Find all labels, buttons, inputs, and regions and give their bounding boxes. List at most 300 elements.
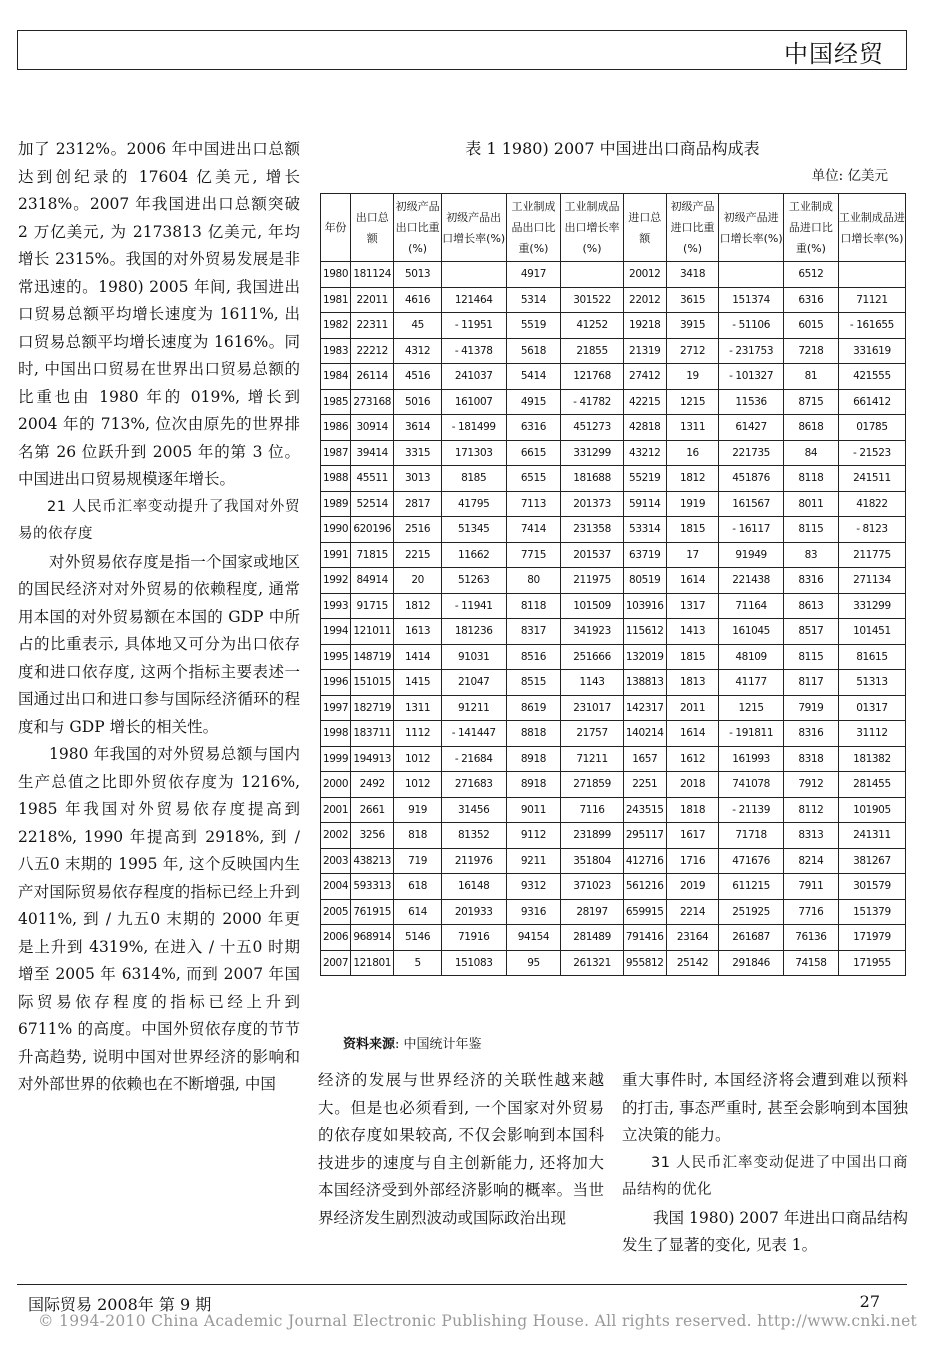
column-header: 初级产品出口比重(%): [394, 194, 442, 262]
column-header: 进口总额: [623, 194, 666, 262]
paragraph: 1980 年我国的对外贸易总额与国内生产总值之比即外贸依存度为 1216%, 1985 年我国对外贸易依存度提高到 2218%, 1990 年提高到 2918%, 到 / 八五0 末期的 1995 年, 这个反映国内生产对国际贸易依存程度的指标已经上升到 4011%, 到 / 九五0 末期的 2000 年更是上升到 4319%, 在进入 / 十五0 时期增至 2005 年 6314%, 而到 2007 年国际贸易依存程度的指标已经上升到 6711% 的高度。中国外贸依存度的节节升高趋势, 说明中国对世界经济的影响和对外部世界的依赖也在不断增强, 中国: [18, 745, 300, 1093]
table-cell: 2011: [666, 695, 718, 721]
journal-title: 中国经贸: [784, 40, 884, 68]
paragraph: 对外贸易依存度是指一个国家或地区的国民经济对对外贸易的依赖程度, 通常用本国的对外贸易额在本国的 GDP 中所占的比重表示, 具体地又可分为出口依存度和进口依存度, 这两个指标主要表述一国通过出口和进口参与国际经济循环的程度和与 GDP 增长的相关性。: [18, 552, 300, 736]
table-cell: 59114: [623, 491, 666, 517]
table-cell: 41252: [561, 313, 623, 339]
table-cell: 231358: [561, 517, 623, 543]
table-row: [321, 440, 906, 466]
table-cell: 620196: [351, 517, 394, 543]
table-cell: 2251: [623, 772, 666, 798]
table-cell: 1617: [666, 823, 718, 849]
table-cell: 291846: [719, 950, 784, 976]
table-cell: 142317: [623, 695, 666, 721]
table-cell: 5414: [506, 364, 561, 390]
table-cell: 132019: [623, 644, 666, 670]
table-cell: 91715: [351, 593, 394, 619]
table-cell: 1813: [666, 670, 718, 696]
table-cell: - 191811: [719, 721, 784, 747]
table-cell: 8918: [506, 746, 561, 772]
table-cell: - 231753: [719, 338, 784, 364]
table-cell: 8118: [783, 466, 838, 492]
table-cell: 27412: [623, 364, 666, 390]
table-cell: 81615: [838, 644, 905, 670]
table-cell: - 8123: [838, 517, 905, 543]
table-row: [321, 721, 906, 747]
trade-structure-table: [320, 193, 906, 976]
table-cell: 7912: [783, 772, 838, 798]
column-header: 工业制成品进口增长率(%): [838, 194, 905, 262]
table-cell: 121801: [351, 950, 394, 976]
table-cell: 8318: [783, 746, 838, 772]
table-cell: 301522: [561, 287, 623, 313]
table-cell: 8118: [506, 593, 561, 619]
table-row: [321, 950, 906, 976]
table-cell: 121768: [561, 364, 623, 390]
table-cell: 968914: [351, 925, 394, 951]
paragraph: 重大事件时, 本国经济将会遭到难以预料的打击, 事态严重时, 甚至会影响到本国独立决策的能力。: [622, 1071, 908, 1144]
year-cell: 1999: [321, 746, 351, 772]
table-cell: 273168: [351, 389, 394, 415]
year-cell: 2002: [321, 823, 351, 849]
table-cell: - 11951: [441, 313, 506, 339]
table-title: 表 1 1980) 2007 中国进出口商品构成表: [465, 139, 760, 158]
table-cell: 8185: [441, 466, 506, 492]
text-column-2: [318, 1067, 604, 1232]
table-cell: 6615: [506, 440, 561, 466]
column-header: 工业制成品出口增长率(%): [561, 194, 623, 262]
table-cell: 1614: [666, 721, 718, 747]
table-cell: 7716: [783, 899, 838, 925]
table-cell: 31112: [838, 721, 905, 747]
year-cell: 1982: [321, 313, 351, 339]
table-cell: 8818: [506, 721, 561, 747]
table-cell: - 141447: [441, 721, 506, 747]
table-cell: 71164: [719, 593, 784, 619]
table-cell: 1012: [394, 772, 442, 798]
table-cell: 161993: [719, 746, 784, 772]
table-cell: 1612: [666, 746, 718, 772]
table-cell: - 21684: [441, 746, 506, 772]
table-cell: 42215: [623, 389, 666, 415]
table-cell: - 161655: [838, 313, 905, 339]
table-cell: 7911: [783, 874, 838, 900]
table-cell: 23164: [666, 925, 718, 951]
table-cell: 3013: [394, 466, 442, 492]
year-cell: 2003: [321, 848, 351, 874]
table-cell: 17: [666, 542, 718, 568]
table-cell: 161045: [719, 619, 784, 645]
year-cell: 1991: [321, 542, 351, 568]
table-cell: 5314: [506, 287, 561, 313]
table-cell: 1143: [561, 670, 623, 696]
year-cell: 1996: [321, 670, 351, 696]
table-row: [321, 568, 906, 594]
table-cell: 1415: [394, 670, 442, 696]
table-row: [321, 466, 906, 492]
table-cell: 11662: [441, 542, 506, 568]
table-cell: 221438: [719, 568, 784, 594]
table-cell: 1614: [666, 568, 718, 594]
table-cell: 74158: [783, 950, 838, 976]
table-cell: 83: [783, 542, 838, 568]
year-cell: 2005: [321, 899, 351, 925]
table-cell: - 181499: [441, 415, 506, 441]
table-cell: 201373: [561, 491, 623, 517]
table-cell: 71815: [351, 542, 394, 568]
table-cell: - 16117: [719, 517, 784, 543]
table-cell: 8115: [783, 644, 838, 670]
table-cell: 101451: [838, 619, 905, 645]
table-row: [321, 593, 906, 619]
table-cell: 412716: [623, 848, 666, 874]
table-cell: 161007: [441, 389, 506, 415]
table-cell: 5146: [394, 925, 442, 951]
table-cell: 201537: [561, 542, 623, 568]
table-cell: 21047: [441, 670, 506, 696]
table-cell: 1812: [666, 466, 718, 492]
table-body: [321, 262, 906, 976]
table-cell: 271859: [561, 772, 623, 798]
table-row: [321, 389, 906, 415]
table-cell: 55219: [623, 466, 666, 492]
paragraph: 经济的发展与世界经济的关联性越来越大。但是也必须看到, 一个国家对外贸易的依存度如果较高, 不仅会影响到本国科技进步的速度与自主创新能力, 还将加大本国经济受到外部经济影响的概率。当世界经济发生剧烈波动或国际政治出现: [318, 1071, 604, 1227]
column-header: 初级产品进口比重(%): [666, 194, 718, 262]
table-cell: 63719: [623, 542, 666, 568]
table-cell: 241037: [441, 364, 506, 390]
table-row: [321, 823, 906, 849]
table-cell: 8313: [783, 823, 838, 849]
table-cell: 81: [783, 364, 838, 390]
table-row: [321, 287, 906, 313]
footer-issue: 国际贸易 2008年 第 9 期: [28, 1295, 212, 1314]
table-cell: 4616: [394, 287, 442, 313]
table-cell: 22311: [351, 313, 394, 339]
table-cell: 16: [666, 440, 718, 466]
table-cell: 8214: [783, 848, 838, 874]
table-cell: 5519: [506, 313, 561, 339]
table-cell: 43212: [623, 440, 666, 466]
table-cell: 331619: [838, 338, 905, 364]
table-cell: 919: [394, 797, 442, 823]
paragraph: 加了 2312%。2006 年中国进出口总额达到创纪录的 17604 亿美元, 增长 2318%。2007 年我国进出口总额突破 2 万亿美元, 为 2173813 亿美元, 年均增长 2315%。我国的对外贸易发展是非常迅速的。1980) 2005 年间, 我国进出口贸易总额平均增长速度为 1611%, 出口贸易总额平均增长速度为 1616%。同时, 中国出口贸易在世界出口贸易总额的比重也由 1980 年的 019%, 增长到 2004 年的 713%, 位次由原先的世界排名第 26 位跃升到 2005 年的第 3 位。中国进出口贸易规模逐年增长。: [18, 140, 300, 488]
table-cell: 41795: [441, 491, 506, 517]
table-cell: 4312: [394, 338, 442, 364]
table-cell: 2661: [351, 797, 394, 823]
table-cell: 171303: [441, 440, 506, 466]
table-cell: 151379: [838, 899, 905, 925]
table-cell: - 41378: [441, 338, 506, 364]
table-cell: 221735: [719, 440, 784, 466]
table-cell: 211976: [441, 848, 506, 874]
table-cell: 181124: [351, 262, 394, 288]
column-header: 年份: [321, 194, 351, 262]
table-cell: 9211: [506, 848, 561, 874]
table-cell: 261321: [561, 950, 623, 976]
table-cell: 1311: [666, 415, 718, 441]
table-cell: [441, 262, 506, 288]
table-cell: 8613: [783, 593, 838, 619]
table-cell: 2019: [666, 874, 718, 900]
table-cell: 01317: [838, 695, 905, 721]
table-cell: 201933: [441, 899, 506, 925]
table-cell: 171955: [838, 950, 905, 976]
table-cell: 231017: [561, 695, 623, 721]
year-cell: 1988: [321, 466, 351, 492]
table-cell: 103916: [623, 593, 666, 619]
table-cell: 148719: [351, 644, 394, 670]
table-cell: 7414: [506, 517, 561, 543]
table-cell: 21757: [561, 721, 623, 747]
table-row: [321, 491, 906, 517]
table-cell: 6015: [783, 313, 838, 339]
table-cell: 7113: [506, 491, 561, 517]
table-row: [321, 338, 906, 364]
table-row: [321, 262, 906, 288]
table-cell: 271683: [441, 772, 506, 798]
column-header: 工业制成品进口比重(%): [783, 194, 838, 262]
year-cell: 1981: [321, 287, 351, 313]
table-row: [321, 848, 906, 874]
table-cell: 101509: [561, 593, 623, 619]
table-cell: 761915: [351, 899, 394, 925]
table-cell: 22212: [351, 338, 394, 364]
column-header: 初级产品进口增长率(%): [719, 194, 784, 262]
table-cell: 243515: [623, 797, 666, 823]
table-cell: 561216: [623, 874, 666, 900]
table-cell: 261687: [719, 925, 784, 951]
table-cell: 2018: [666, 772, 718, 798]
table-cell: 593313: [351, 874, 394, 900]
column-header: 出口总额: [351, 194, 394, 262]
year-cell: 1990: [321, 517, 351, 543]
table-cell: 9316: [506, 899, 561, 925]
text-column-1: [18, 136, 300, 1099]
table-cell: 11536: [719, 389, 784, 415]
table-cell: 7919: [783, 695, 838, 721]
table-cell: 8316: [783, 568, 838, 594]
table-cell: 251925: [719, 899, 784, 925]
table-cell: 151374: [719, 287, 784, 313]
table-cell: 01785: [838, 415, 905, 441]
table-cell: 3315: [394, 440, 442, 466]
table-cell: 5: [394, 950, 442, 976]
table-cell: 45: [394, 313, 442, 339]
table-cell: 151015: [351, 670, 394, 696]
table-cell: 6515: [506, 466, 561, 492]
table-cell: 51263: [441, 568, 506, 594]
table-cell: 91211: [441, 695, 506, 721]
table-cell: 5013: [394, 262, 442, 288]
year-cell: 1994: [321, 619, 351, 645]
source-label: 资料来源: [343, 1037, 396, 1052]
table-cell: 8011: [783, 491, 838, 517]
table-cell: 5618: [506, 338, 561, 364]
table-cell: 1815: [666, 644, 718, 670]
table-cell: 8317: [506, 619, 561, 645]
table-cell: 331299: [561, 440, 623, 466]
table-cell: 95: [506, 950, 561, 976]
table-cell: - 21523: [838, 440, 905, 466]
table-cell: 91031: [441, 644, 506, 670]
table-cell: 71121: [838, 287, 905, 313]
table-cell: 1215: [666, 389, 718, 415]
table-row: [321, 695, 906, 721]
table-cell: [838, 262, 905, 288]
table-cell: 101905: [838, 797, 905, 823]
table-cell: 39414: [351, 440, 394, 466]
table-cell: 421555: [838, 364, 905, 390]
table-cell: 9312: [506, 874, 561, 900]
table-cell: 611215: [719, 874, 784, 900]
table-cell: 8619: [506, 695, 561, 721]
table-row: [321, 644, 906, 670]
table-cell: 618: [394, 874, 442, 900]
year-cell: 1983: [321, 338, 351, 364]
year-cell: 1992: [321, 568, 351, 594]
footer-divider: [17, 1284, 907, 1285]
table-cell: 3256: [351, 823, 394, 849]
table-cell: 1812: [394, 593, 442, 619]
table-cell: 84914: [351, 568, 394, 594]
table-cell: 52514: [351, 491, 394, 517]
table-cell: 182719: [351, 695, 394, 721]
table-cell: 2516: [394, 517, 442, 543]
year-cell: 1987: [321, 440, 351, 466]
table-cell: 171979: [838, 925, 905, 951]
page-number: 27: [859, 1292, 880, 1311]
table-cell: 1414: [394, 644, 442, 670]
table-cell: 818: [394, 823, 442, 849]
table-cell: 71916: [441, 925, 506, 951]
table-cell: 451273: [561, 415, 623, 441]
table-cell: 438213: [351, 848, 394, 874]
table-cell: 1919: [666, 491, 718, 517]
table-cell: 719: [394, 848, 442, 874]
table-cell: 295117: [623, 823, 666, 849]
table-cell: 19: [666, 364, 718, 390]
year-cell: 1997: [321, 695, 351, 721]
table-header-row: [321, 194, 906, 262]
table-row: [321, 899, 906, 925]
table-cell: 3614: [394, 415, 442, 441]
table-cell: 2214: [666, 899, 718, 925]
year-cell: 1998: [321, 721, 351, 747]
section-heading: 21 人民币汇率变动提升了我国对外贸易的依存度: [18, 498, 300, 542]
table-cell: 20012: [623, 262, 666, 288]
table-cell: 8715: [783, 389, 838, 415]
table-cell: 1716: [666, 848, 718, 874]
table-cell: - 11941: [441, 593, 506, 619]
table-cell: 281455: [838, 772, 905, 798]
table-row: [321, 364, 906, 390]
table-cell: 2215: [394, 542, 442, 568]
table-cell: 6316: [506, 415, 561, 441]
table-cell: 28197: [561, 899, 623, 925]
table-cell: 71211: [561, 746, 623, 772]
table-cell: 1818: [666, 797, 718, 823]
table-cell: 351804: [561, 848, 623, 874]
year-cell: 1995: [321, 644, 351, 670]
table-row: [321, 772, 906, 798]
table-cell: 7715: [506, 542, 561, 568]
table-cell: 371023: [561, 874, 623, 900]
table-cell: 251666: [561, 644, 623, 670]
table-cell: 4516: [394, 364, 442, 390]
table-cell: - 51106: [719, 313, 784, 339]
table-cell: 381267: [838, 848, 905, 874]
table-cell: 181236: [441, 619, 506, 645]
table-row: [321, 746, 906, 772]
table-unit: 单位: 亿美元: [811, 168, 888, 184]
copyright-notice: © 1994-2010 China Academic Journal Electronic Publishing House. All rights reserved. http://www.cnki.net: [38, 1312, 918, 1330]
year-cell: 1993: [321, 593, 351, 619]
year-cell: 2007: [321, 950, 351, 976]
table-cell: 1112: [394, 721, 442, 747]
table-cell: 22012: [623, 287, 666, 313]
table-cell: 194913: [351, 746, 394, 772]
source-text: : 中国统计年鉴: [395, 1037, 482, 1052]
year-cell: 2001: [321, 797, 351, 823]
table-cell: 471676: [719, 848, 784, 874]
table-cell: 94154: [506, 925, 561, 951]
table-cell: 42818: [623, 415, 666, 441]
table-cell: 241311: [838, 823, 905, 849]
table-cell: 2712: [666, 338, 718, 364]
table-cell: 271134: [838, 568, 905, 594]
table-cell: 21855: [561, 338, 623, 364]
section-heading: 31 人民币汇率变动促进了中国出口商品结构的优化: [622, 1154, 908, 1198]
table-cell: 1215: [719, 695, 784, 721]
table-cell: 21319: [623, 338, 666, 364]
table-cell: 25142: [666, 950, 718, 976]
table-cell: 48109: [719, 644, 784, 670]
table-cell: 8515: [506, 670, 561, 696]
table-cell: 301579: [838, 874, 905, 900]
table-cell: 51313: [838, 670, 905, 696]
table-cell: 181688: [561, 466, 623, 492]
table-cell: 45511: [351, 466, 394, 492]
table-cell: 19218: [623, 313, 666, 339]
table-cell: 231899: [561, 823, 623, 849]
table-row: [321, 925, 906, 951]
table-cell: 121464: [441, 287, 506, 313]
table-cell: 1317: [666, 593, 718, 619]
table-cell: 16148: [441, 874, 506, 900]
table-cell: 41177: [719, 670, 784, 696]
table-row: [321, 517, 906, 543]
table-cell: 1413: [666, 619, 718, 645]
year-cell: 2006: [321, 925, 351, 951]
table-cell: 30914: [351, 415, 394, 441]
year-cell: 1984: [321, 364, 351, 390]
table-cell: 6316: [783, 287, 838, 313]
table-cell: 31456: [441, 797, 506, 823]
year-cell: 2004: [321, 874, 351, 900]
table-cell: 8115: [783, 517, 838, 543]
year-cell: 1986: [321, 415, 351, 441]
table-cell: 41822: [838, 491, 905, 517]
table-cell: 91949: [719, 542, 784, 568]
table-cell: 76136: [783, 925, 838, 951]
table-cell: 26114: [351, 364, 394, 390]
table-cell: 80519: [623, 568, 666, 594]
table-cell: 1613: [394, 619, 442, 645]
table-cell: 151083: [441, 950, 506, 976]
table-cell: 3418: [666, 262, 718, 288]
table-row: [321, 415, 906, 441]
table-cell: 2817: [394, 491, 442, 517]
